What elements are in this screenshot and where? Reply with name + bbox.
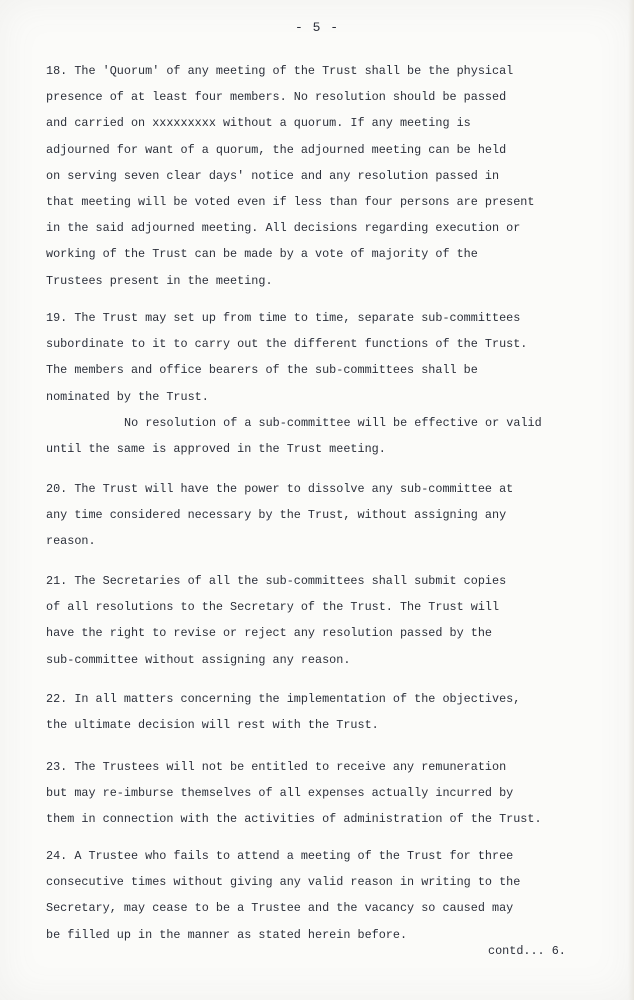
text-line: 18. The 'Quorum' of any meeting of the Trust shall be the physical: [46, 64, 514, 78]
text-line: adjourned for want of a quorum, the adjourned meeting can be held: [46, 142, 507, 157]
continuation-note: contd... 6.: [488, 944, 566, 958]
text-line: reason.: [46, 534, 96, 549]
clause-24: [46, 843, 606, 948]
clause-21: [46, 568, 606, 673]
text-line: working of the Trust can be made by a vote of majority of the: [46, 247, 478, 262]
text-line: 19. The Trust may set up from time to time, separate sub-committees: [46, 311, 521, 325]
text-line: subordinate to it to carry out the different functions of the Trust.: [46, 337, 528, 352]
text-line: 23. The Trustees will not be entitled to receive any remuneration: [46, 760, 507, 774]
clause-20: [46, 476, 606, 555]
text-line: of all resolutions to the Secretary of the Trust. The Trust will: [46, 600, 500, 615]
page-number: - 5 -: [294, 20, 339, 35]
text-line: that meeting will be voted even if less than four persons are present: [46, 194, 535, 209]
text-line: in the said adjourned meeting. All decisions regarding execution or: [46, 221, 521, 236]
text-line: and carried on xxxxxxxxx without a quorum. If any meeting is: [46, 116, 471, 131]
text-line: them in connection with the activities of administration of the Trust.: [46, 812, 542, 827]
page-edge-shadow: [628, 0, 634, 1000]
clause-18: [46, 58, 606, 294]
text-line: No resolution of a sub-committee will be effective or valid: [124, 415, 542, 430]
text-line: but may re-imburse themselves of all expenses actually incurred by: [46, 786, 514, 801]
text-line: 24. A Trustee who fails to attend a meeting of the Trust for three: [46, 849, 514, 863]
text-line: sub-committee without assigning any reason.: [46, 652, 351, 667]
text-line: Trustees present in the meeting.: [46, 273, 273, 288]
text-line: any time considered necessary by the Trust, without assigning any: [46, 508, 507, 523]
text-line: nominated by the Trust.: [46, 389, 209, 404]
text-line: 20. The Trust will have the power to dissolve any sub-committee at: [46, 482, 514, 496]
text-line: consecutive times without giving any valid reason in writing to the: [46, 875, 521, 890]
text-line: 21. The Secretaries of all the sub-committees shall submit copies: [46, 574, 507, 588]
text-line: have the right to revise or reject any resolution passed by the: [46, 626, 492, 641]
text-line: on serving seven clear days' notice and any resolution passed in: [46, 168, 500, 183]
text-line: 22. In all matters concerning the implementation of the objectives,: [46, 692, 521, 706]
text-line: The members and office bearers of the sub-committees shall be: [46, 363, 478, 378]
text-line: the ultimate decision will rest with the Trust.: [46, 718, 379, 733]
clause-19: [46, 305, 606, 462]
text-line: Secretary, may cease to be a Trustee and the vacancy so caused may: [46, 901, 514, 916]
text-line: presence of at least four members. No resolution should be passed: [46, 90, 507, 105]
text-line: until the same is approved in the Trust meeting.: [46, 441, 386, 456]
clause-22: [46, 686, 606, 738]
clause-23: [46, 754, 606, 833]
text-line: be filled up in the manner as stated herein before.: [46, 927, 408, 942]
